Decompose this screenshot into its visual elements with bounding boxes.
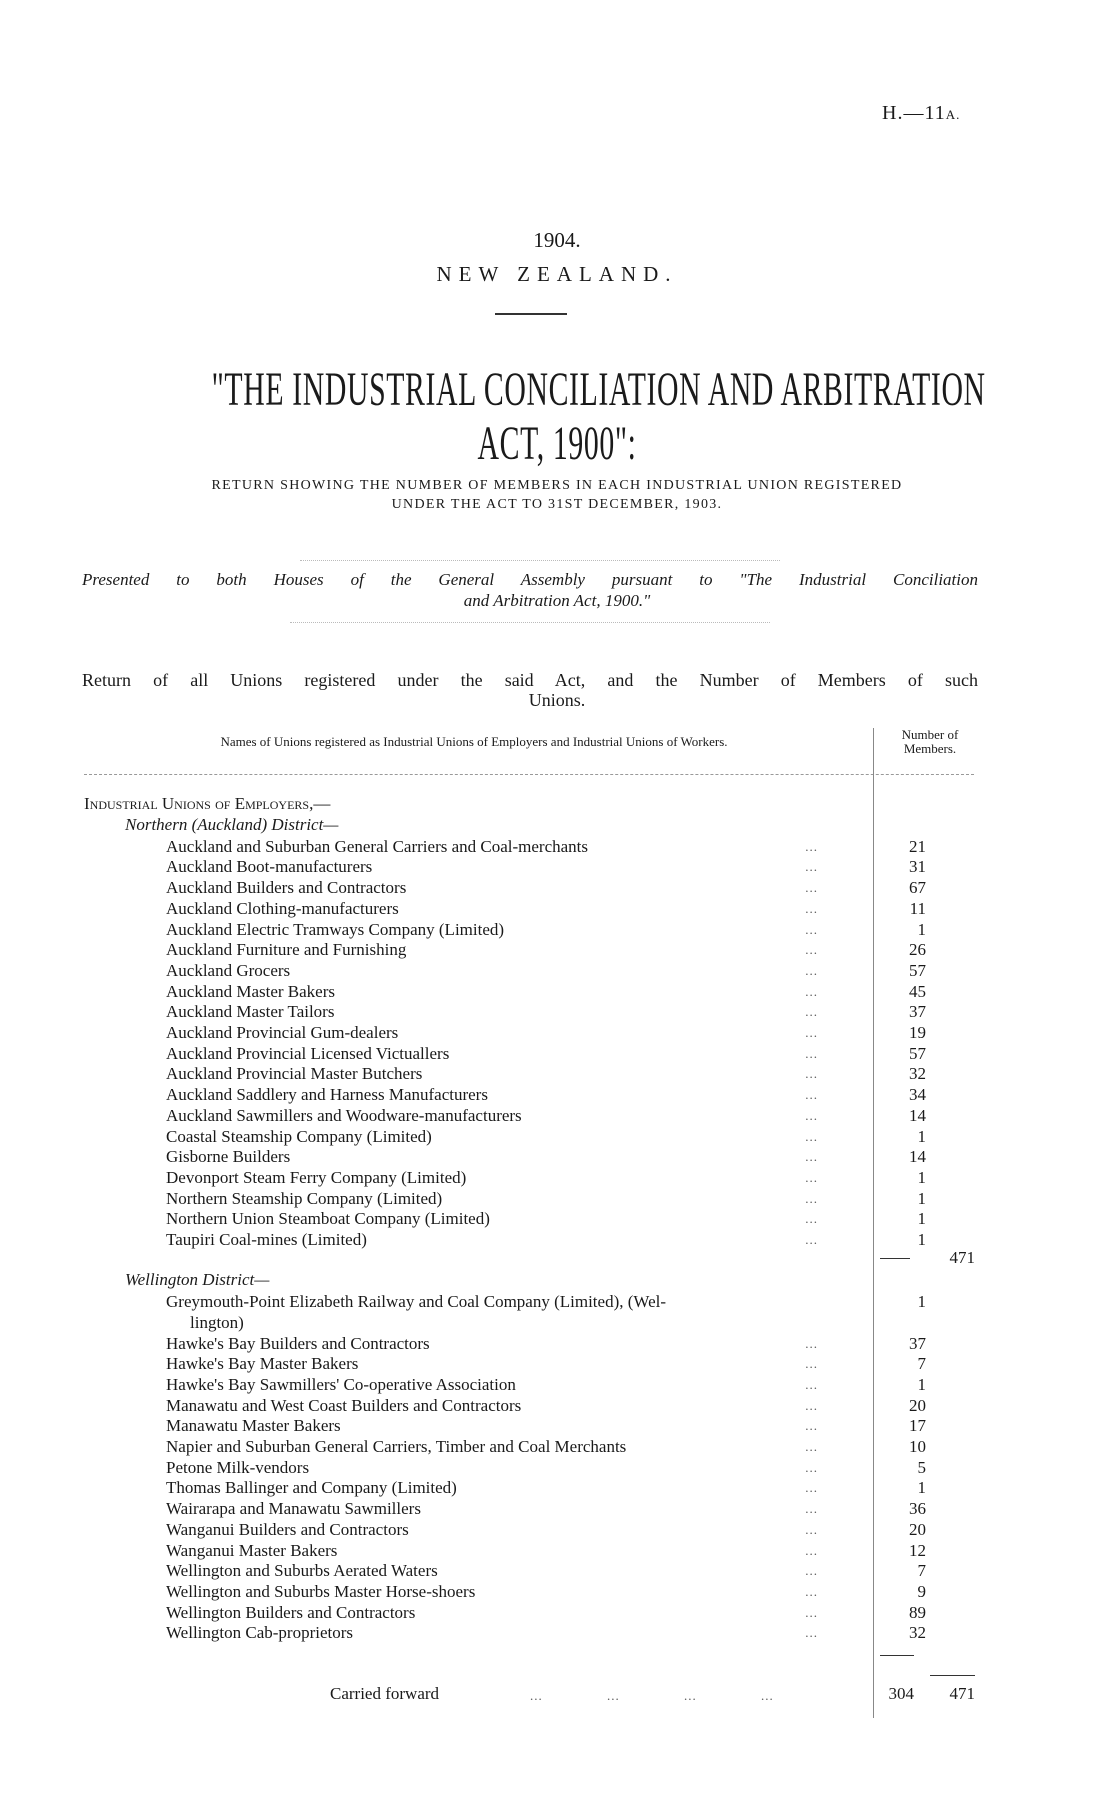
member-count: 37 [909, 1002, 926, 1022]
union-name: Wellington and Suburbs Aerated Waters [166, 1561, 438, 1581]
leader-dots: ... [805, 1004, 818, 1020]
leader-dots: ... [805, 1418, 818, 1434]
union-name: Gisborne Builders [166, 1147, 291, 1167]
leader-dots: ... [805, 1563, 818, 1579]
union-name: Auckland Master Tailors [166, 1002, 335, 1022]
table-row [166, 960, 966, 981]
table-row [166, 919, 966, 940]
member-count: 12 [909, 1540, 926, 1560]
member-count: 1 [917, 1292, 926, 1312]
table-row [166, 1477, 966, 1498]
member-count: 1 [917, 1188, 926, 1208]
union-name: Taupiri Coal-mines (Limited) [166, 1230, 367, 1249]
union-name: Coastal Steamship Company (Limited) [166, 1126, 432, 1146]
table-row [166, 1105, 966, 1126]
divider [495, 313, 567, 315]
member-count: 32 [909, 1623, 926, 1643]
leader-dots: ... [805, 921, 818, 937]
table-row [166, 836, 966, 857]
table-row [166, 1353, 966, 1374]
member-count: 7 [917, 1354, 926, 1374]
presented-line-1: Presented to both Houses of the General Assembly pursuant to "The Industrial Conciliation [82, 570, 978, 589]
union-name: Auckland Sawmillers and Woodware-manufacturers [166, 1105, 522, 1125]
leader-dots: ... [805, 1149, 818, 1165]
table-row [166, 1084, 966, 1105]
district-heading: Wellington District— [125, 1270, 270, 1290]
union-name: Wellington Cab-proprietors [166, 1623, 354, 1643]
member-count: 36 [909, 1499, 926, 1519]
leader-dots: ... [805, 1521, 818, 1537]
divider [290, 622, 770, 623]
leader-dots: ... [805, 1542, 818, 1558]
leader-dots: ... [805, 1066, 818, 1082]
column-header-members: Number of Members. [901, 727, 959, 756]
member-count: 45 [909, 981, 926, 1001]
carried-forward-members: 304 [888, 1684, 914, 1703]
table-row [166, 1415, 966, 1436]
member-count: 89 [909, 1602, 926, 1622]
table-row [166, 1622, 966, 1643]
header-divider [84, 774, 974, 775]
leader-dots: ... [805, 1376, 818, 1392]
member-count: 5 [917, 1457, 926, 1477]
table-row [166, 1063, 966, 1084]
union-name: Auckland and Suburban General Carriers and Coal-merchants [166, 836, 589, 856]
member-count: 1 [917, 919, 926, 939]
union-name: Napier and Suburban General Carriers, Timber and Coal Merchants [166, 1437, 627, 1456]
member-count: 1 [917, 1167, 926, 1187]
table-row [166, 1146, 966, 1167]
union-name: Petone Milk-vendors [166, 1457, 310, 1477]
member-count: 20 [909, 1519, 926, 1539]
union-name: Thomas Ballinger and Company (Limited) [166, 1478, 457, 1498]
leader-dots: ... [805, 880, 818, 896]
table-row [166, 981, 966, 1002]
leader-dots: ... [805, 1211, 818, 1227]
member-count: 11 [909, 898, 926, 918]
table-row [166, 1498, 966, 1519]
leader-dots: ... [805, 900, 818, 916]
return-intro-line-2: Unions. [528, 690, 586, 710]
union-name: Hawke's Bay Builders and Contractors [166, 1333, 430, 1353]
leader-dots: ... [805, 1128, 818, 1144]
country: NEW ZEALAND. [436, 262, 678, 286]
table-row [166, 1374, 966, 1395]
table-row [166, 1208, 966, 1229]
table-row [166, 1581, 966, 1602]
union-name: Hawke's Bay Sawmillers' Co-operative Association [166, 1374, 516, 1394]
column-header-names: Names of Unions registered as Industrial Unions of Employers and Industrial Unions of Workers. [220, 734, 728, 749]
leader-dots: ... [805, 1087, 818, 1103]
member-count: 57 [909, 1043, 926, 1063]
year: 1904. [533, 228, 581, 252]
carried-forward-label: Carried forward [330, 1684, 440, 1703]
table-row [166, 1188, 966, 1209]
leader-dots: ... [805, 1107, 818, 1123]
member-count: 9 [917, 1581, 926, 1601]
union-name: Wanganui Master Bakers [166, 1540, 338, 1560]
member-count: 20 [909, 1395, 926, 1415]
member-count: 26 [909, 940, 926, 960]
leader-dots: ... [805, 1459, 818, 1475]
union-name: Wellington and Suburbs Master Horse-shoers [166, 1581, 476, 1601]
subtotal-rule [880, 1655, 914, 1656]
member-count: 1 [917, 1126, 926, 1146]
leader-dots: ... [805, 1397, 818, 1413]
leader-dots: ... [805, 1190, 818, 1206]
leader-dots: ... ... ... ... [530, 1688, 774, 1703]
member-count: 14 [909, 1105, 926, 1125]
leader-dots: ... [805, 1604, 818, 1620]
table-row [166, 1043, 966, 1064]
subtotal-rule [880, 1258, 910, 1259]
title-line-2: ACT, 1900": [477, 417, 637, 470]
member-count: 31 [909, 857, 926, 877]
table-row [166, 1519, 966, 1540]
member-count: 32 [909, 1064, 926, 1084]
section-heading: Industrial Unions of Employers,— [84, 794, 331, 813]
leader-dots: ... [805, 1025, 818, 1040]
member-count: 10 [909, 1437, 926, 1456]
table-row [166, 1333, 966, 1354]
union-name: Auckland Builders and Contractors [166, 878, 407, 898]
union-name: Greymouth-Point Elizabeth Railway and Coal Company (Limited), (Wel- [166, 1292, 667, 1312]
union-name: Auckland Master Bakers [166, 981, 336, 1001]
table-row [166, 1560, 966, 1581]
member-count: 7 [917, 1561, 926, 1581]
union-name: Manawatu and West Coast Builders and Contractors [166, 1395, 522, 1415]
member-count: 34 [909, 1085, 926, 1105]
member-count: 21 [909, 836, 926, 856]
district-total: 471 [949, 1247, 975, 1267]
document-reference [882, 102, 960, 125]
leader-dots: ... [805, 1045, 818, 1061]
reference-suffix: A. [945, 107, 961, 122]
union-name: Devonport Steam Ferry Company (Limited) [166, 1167, 467, 1187]
table-row [166, 1126, 966, 1147]
union-name: Auckland Provincial Gum-dealers [166, 1023, 399, 1042]
table-row [166, 1540, 966, 1561]
table-row [166, 939, 966, 960]
return-intro-line-1: Return of all Unions registered under the said Act, and the Number of Members of such [82, 670, 978, 690]
union-name: Auckland Grocers [166, 960, 291, 980]
leader-dots: ... [805, 962, 818, 978]
leader-dots: ... [805, 838, 818, 854]
member-count: 1 [917, 1374, 926, 1394]
union-name: Northern Steamship Company (Limited) [166, 1188, 443, 1208]
reference-code: H.—11 [882, 102, 946, 124]
leader-dots: ... [805, 1335, 818, 1351]
table-row [166, 1022, 966, 1043]
member-count: 1 [917, 1209, 926, 1229]
table-row [166, 1001, 966, 1022]
union-name: Auckland Provincial Licensed Victuallers [166, 1043, 450, 1063]
leader-dots: ... [805, 942, 818, 958]
presented-line-2: and Arbitration Act, 1900." [463, 591, 651, 610]
subtitle-line-2: UNDER THE ACT TO 31ST DECEMBER, 1903. [391, 497, 723, 512]
union-name: Manawatu Master Bakers [166, 1416, 341, 1436]
member-count: 17 [909, 1416, 926, 1436]
member-count: 57 [909, 960, 926, 980]
union-name: Auckland Saddlery and Harness Manufacturers [166, 1085, 488, 1105]
table-row [166, 1457, 966, 1478]
leader-dots: ... [805, 1583, 818, 1599]
table-row [166, 898, 966, 919]
subtitle-line-1: RETURN SHOWING THE NUMBER OF MEMBERS IN EACH INDUSTRIAL UNION REGISTERED [211, 478, 903, 493]
union-name: Auckland Boot-manufacturers [166, 857, 373, 877]
leader-dots: ... [805, 1232, 818, 1247]
union-name: Wellington Builders and Contractors [166, 1602, 416, 1622]
member-count: 1 [917, 1230, 926, 1249]
leader-dots: ... [805, 1439, 818, 1454]
table-row [166, 877, 966, 898]
leader-dots: ... [805, 859, 818, 875]
table-row [166, 856, 966, 877]
leader-dots: ... [805, 1356, 818, 1372]
table-row [166, 1436, 966, 1457]
union-name: Hawke's Bay Master Bakers [166, 1354, 359, 1374]
member-count: 14 [909, 1147, 926, 1167]
union-name: Auckland Electric Tramways Company (Limited) [166, 919, 505, 939]
member-count: 37 [909, 1333, 926, 1353]
total-rule [930, 1675, 975, 1676]
union-name-continued: lington) [190, 1313, 244, 1333]
member-count: 1 [917, 1478, 926, 1498]
member-count: 67 [909, 878, 926, 898]
member-count: 19 [909, 1023, 926, 1042]
carried-forward-total: 471 [949, 1684, 975, 1703]
union-name: Auckland Furniture and Furnishing [166, 940, 407, 960]
table-row [166, 1395, 966, 1416]
table-row [166, 1167, 966, 1188]
leader-dots: ... [805, 1169, 818, 1185]
union-name: Wairarapa and Manawatu Sawmillers [166, 1499, 421, 1519]
table-row [166, 1602, 966, 1623]
union-name: Auckland Provincial Master Butchers [166, 1064, 423, 1084]
union-name: Auckland Clothing-manufacturers [166, 898, 399, 918]
title-line-1: "THE INDUSTRIAL CONCILIATION AND ARBITRATION [211, 363, 986, 416]
table-row [166, 1229, 966, 1250]
leader-dots: ... [805, 1480, 818, 1496]
leader-dots: ... [805, 1501, 818, 1517]
leader-dots: ... [805, 1625, 818, 1641]
divider [300, 560, 780, 561]
district-heading: Northern (Auckland) District— [125, 815, 339, 834]
union-name: Northern Union Steamboat Company (Limited) [166, 1209, 490, 1229]
table-row [166, 1291, 966, 1333]
union-name: Wanganui Builders and Contractors [166, 1519, 409, 1539]
leader-dots: ... [805, 983, 818, 999]
